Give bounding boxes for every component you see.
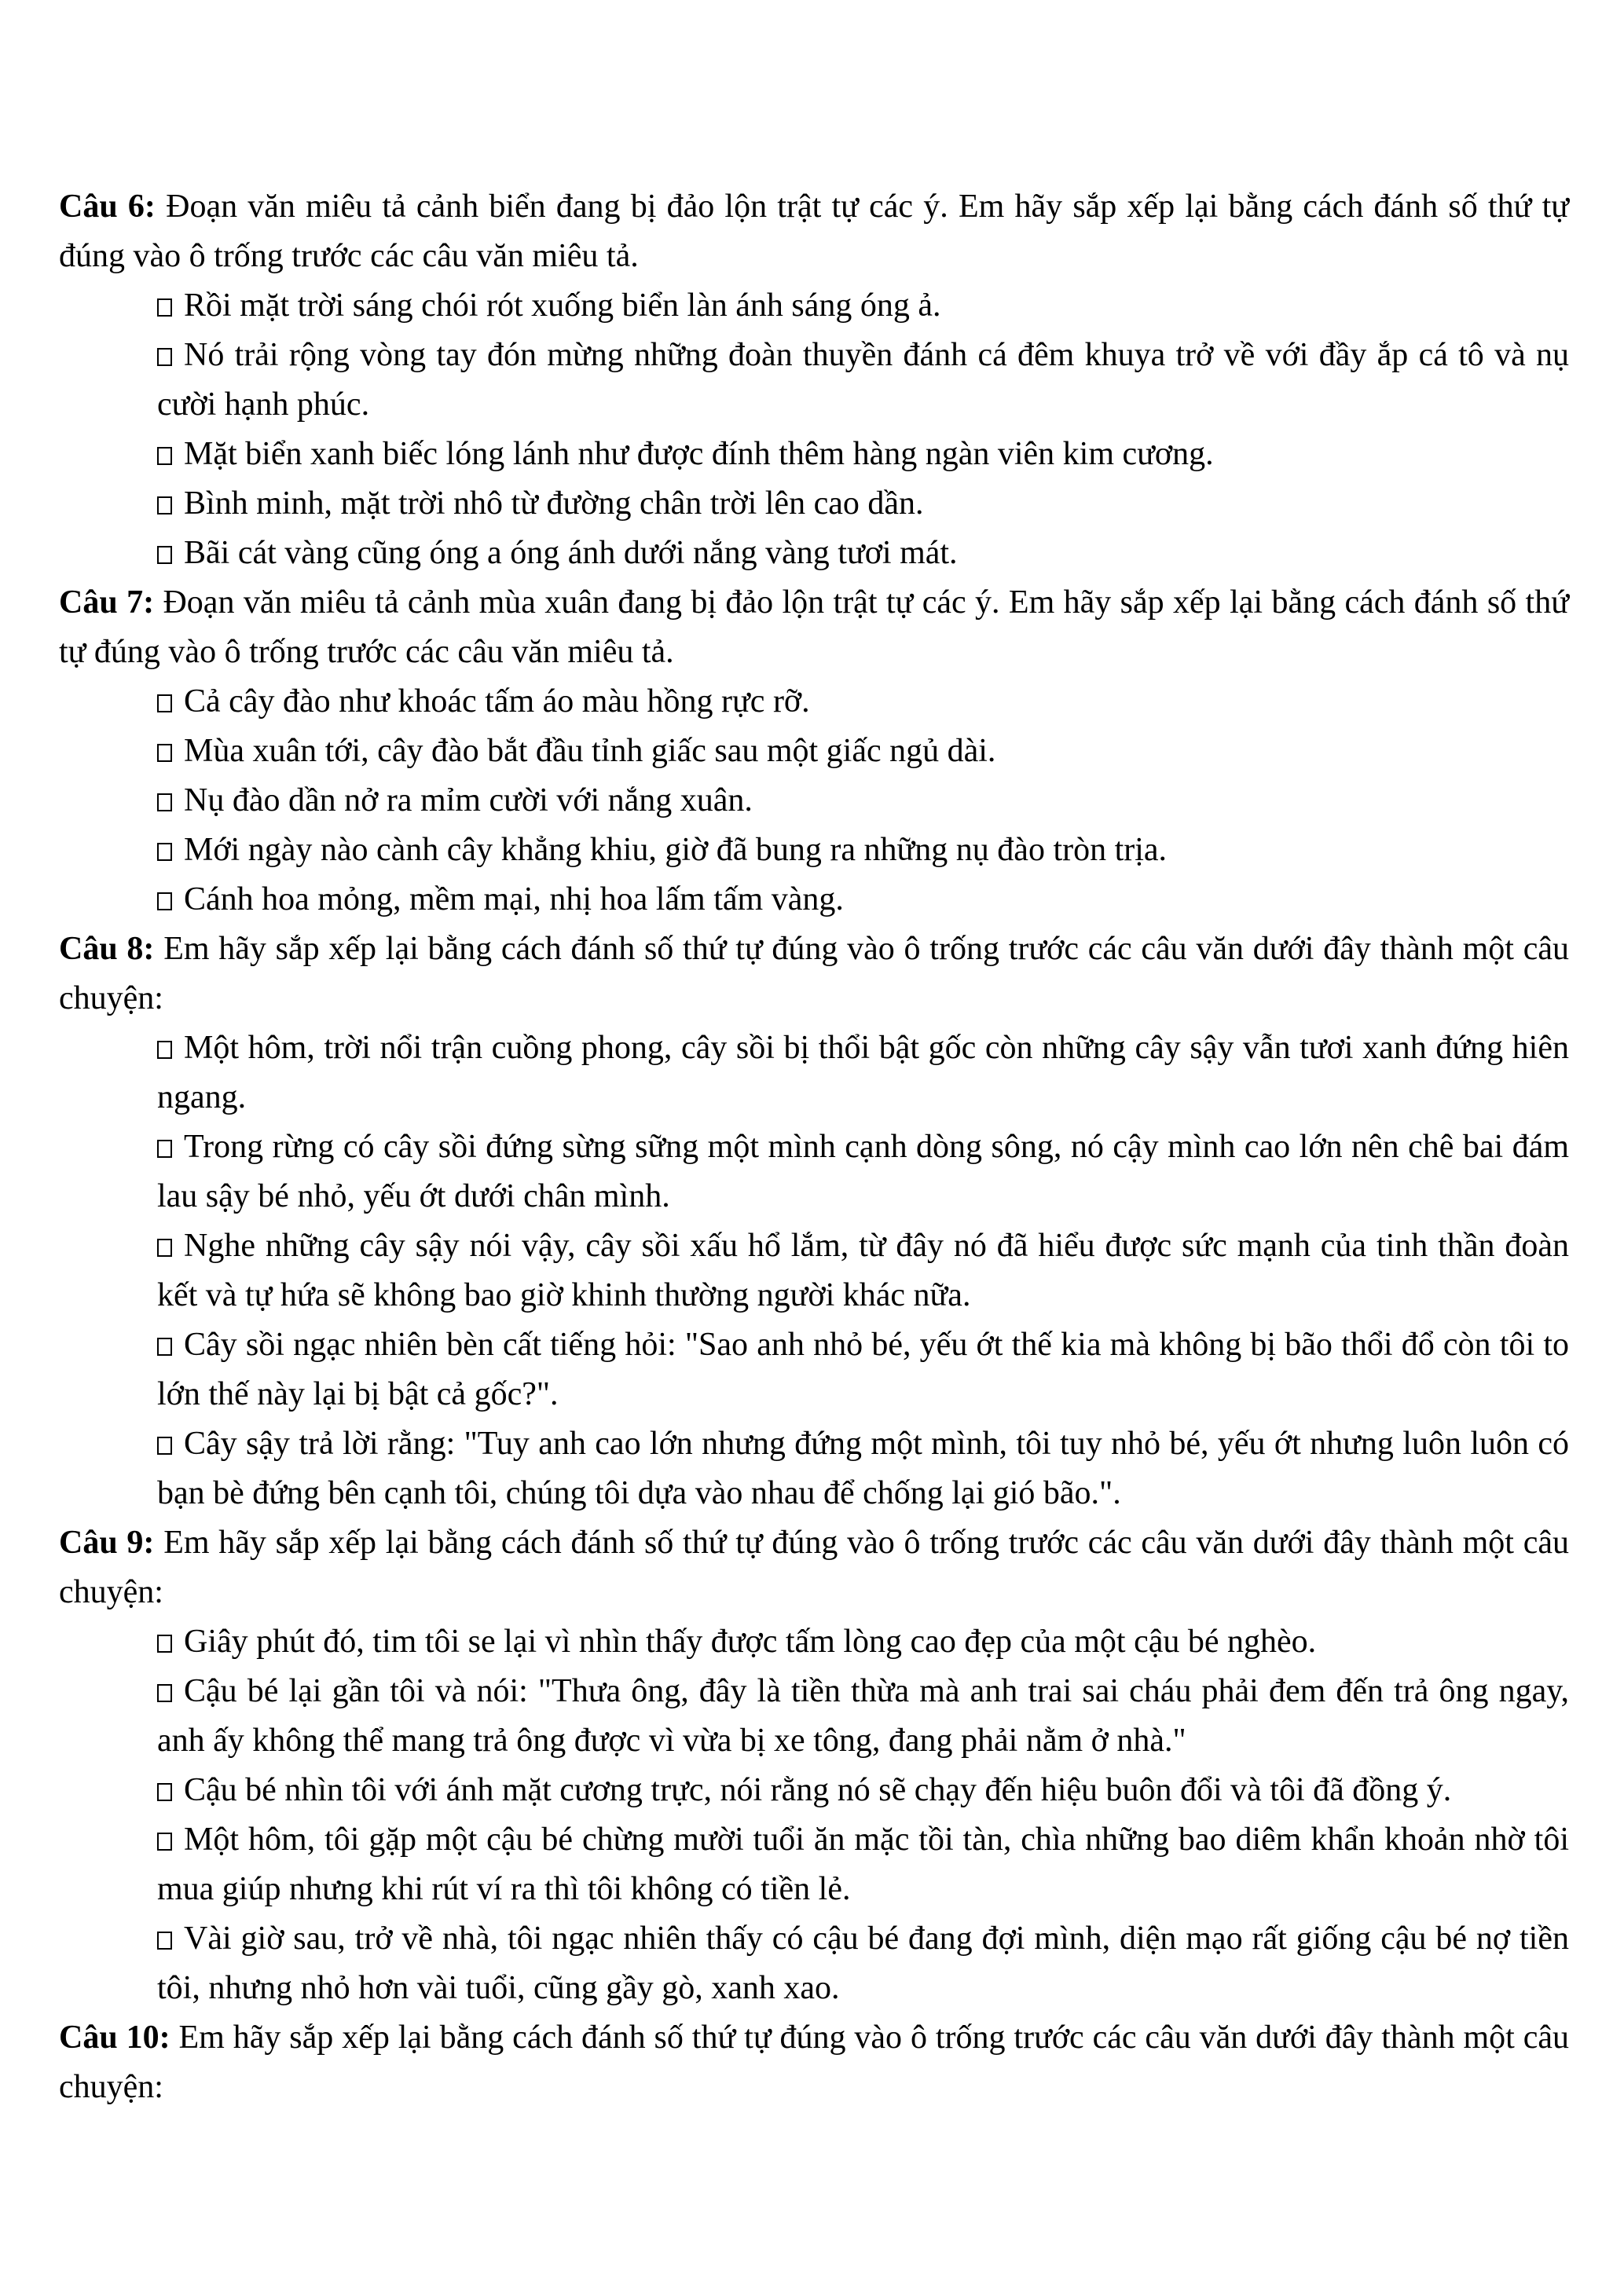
question-items: [59, 677, 1569, 925]
item-text: Nụ đào dần nở ra mỉm cười với nắng xuân.: [184, 782, 753, 818]
empty-checkbox-icon: [157, 744, 172, 762]
empty-checkbox-icon: [157, 1833, 172, 1851]
question-intro-text: Em hãy sắp xếp lại bằng cách đánh số thứ tự đúng vào ô trống trước các câu văn dưới đây thành một câu chuyện:: [59, 2020, 1570, 2105]
question-intro-text: Đoạn văn miêu tả cảnh biển đang bị đảo lộn trật tự các ý. Em hãy sắp xếp lại bằng cách đánh số thứ tự đúng vào ô trống trước các câu văn miêu tả.: [59, 189, 1570, 274]
item-text: Cây sậy trả lời rằng: "Tuy anh cao lớn nhưng đứng một mình, tôi tuy nhỏ bé, yếu ớt nhưng luôn luôn có bạn bè đứng bên cạnh tôi, chúng tôi dựa vào nhau để chống lại gió bão.".: [157, 1426, 1569, 1511]
empty-checkbox-icon: [157, 1437, 172, 1455]
empty-checkbox-icon: [157, 298, 172, 317]
item-text: Vài giờ sau, trở về nhà, tôi ngạc nhiên thấy có cậu bé đang đợi mình, diện mạo rất giống cậu bé nợ tiền tôi, nhưng nhỏ hơn vài tuổi, cũng gầy gò, xanh xao.: [157, 1921, 1569, 2006]
question-intro-line: [59, 578, 1569, 677]
empty-checkbox-icon: [157, 1932, 172, 1950]
list-item: [59, 1617, 1569, 1667]
question-intro-text: Đoạn văn miêu tả cảnh mùa xuân đang bị đảo lộn trật tự các ý. Em hãy sắp xếp lại bằng cách đánh số thứ tự đúng vào ô trống trước các câu văn miêu tả.: [59, 584, 1569, 670]
question-block: [59, 1518, 1569, 2013]
list-item: [59, 1023, 1569, 1122]
empty-checkbox-icon: [157, 1338, 172, 1356]
item-text: Cậu bé nhìn tôi với ánh mặt cương trực, nói rằng nó sẽ chạy đến hiệu buôn đổi và tôi đã đồng ý.: [184, 1772, 1452, 1808]
questions: [59, 182, 1569, 2112]
empty-checkbox-icon: [157, 1783, 172, 1801]
empty-checkbox-icon: [157, 496, 172, 514]
list-item: [59, 1766, 1569, 1815]
item-text: Giây phút đó, tim tôi se lại vì nhìn thấy được tấm lòng cao đẹp của một cậu bé nghèo.: [184, 1624, 1317, 1660]
list-item: [59, 1122, 1569, 1221]
empty-checkbox-icon: [157, 546, 172, 564]
empty-checkbox-icon: [157, 1635, 172, 1653]
empty-checkbox-icon: [157, 447, 172, 465]
empty-checkbox-icon: [157, 843, 172, 861]
question-intro-line: [59, 1518, 1569, 1617]
empty-checkbox-icon: [157, 348, 172, 366]
question-label: Câu 8:: [59, 931, 155, 967]
question-intro-text: Em hãy sắp xếp lại bằng cách đánh số thứ tự đúng vào ô trống trước các câu văn dưới đây thành một câu chuyện:: [59, 1525, 1570, 1610]
item-text: Rồi mặt trời sáng chói rót xuống biển làn ánh sáng óng ả.: [184, 287, 941, 324]
item-text: Mặt biển xanh biếc lóng lánh như được đính thêm hàng ngàn viên kim cương.: [184, 436, 1214, 472]
list-item: [59, 1221, 1569, 1320]
list-item: [59, 1419, 1569, 1518]
item-text: Cậu bé lại gần tôi và nói: "Thưa ông, đây là tiền thừa mà anh trai sai cháu phải đem đến trả ông ngay, anh ấy không thể mang trả ông được vì vừa bị xe tông, đang phải nằm ở nhà.": [157, 1673, 1569, 1759]
list-item: [59, 727, 1569, 776]
question-intro-text: Em hãy sắp xếp lại bằng cách đánh số thứ tự đúng vào ô trống trước các câu văn dưới đây thành một câu chuyện:: [59, 931, 1570, 1016]
empty-checkbox-icon: [157, 793, 172, 811]
question-items: [59, 1023, 1569, 1518]
empty-checkbox-icon: [157, 1140, 172, 1158]
list-item: [59, 281, 1569, 331]
list-item: [59, 875, 1569, 925]
question-block: [59, 578, 1569, 925]
item-text: Một hôm, tôi gặp một cậu bé chừng mười tuổi ăn mặc tồi tàn, chìa những bao diêm khẩn khoản nhờ tôi mua giúp nhưng khi rút ví ra thì tôi không có tiền lẻ.: [157, 1822, 1569, 1907]
list-item: [59, 1914, 1569, 2013]
question-items: [59, 1617, 1569, 2013]
list-item: [59, 677, 1569, 727]
item-text: Cây sồi ngạc nhiên bèn cất tiếng hỏi: "Sao anh nhỏ bé, yếu ớt thế kia mà không bị bão thổi đổ còn tôi to lớn thế này lại bị bật cả gốc?".: [157, 1327, 1569, 1412]
item-text: Cả cây đào như khoác tấm áo màu hồng rực rỡ.: [184, 683, 810, 720]
list-item: [59, 430, 1569, 479]
empty-checkbox-icon: [157, 1041, 172, 1059]
item-text: Nó trải rộng vòng tay đón mừng những đoàn thuyền đánh cá đêm khuya trở về với đầy ắp cá tô và nụ cười hạnh phúc.: [157, 337, 1569, 423]
list-item: [59, 776, 1569, 826]
list-item: [59, 331, 1569, 430]
list-item: [59, 529, 1569, 578]
item-text: Trong rừng có cây sồi đứng sừng sững một mình cạnh dòng sông, nó cậy mình cao lớn nên chê bai đám lau sậy bé nhỏ, yếu ớt dưới chân mình.: [157, 1129, 1569, 1214]
item-text: Mới ngày nào cành cây khẳng khiu, giờ đã bung ra những nụ đào tròn trịa.: [184, 832, 1168, 868]
item-text: Bãi cát vàng cũng óng a óng ánh dưới nắng vàng tươi mát.: [184, 535, 958, 571]
question-intro-line: [59, 2013, 1569, 2112]
item-text: Nghe những cây sậy nói vậy, cây sồi xấu hổ lắm, từ đây nó đã hiểu được sức mạnh của tinh thần đoàn kết và tự hứa sẽ không bao giờ khinh thường người khác nữa.: [157, 1228, 1569, 1313]
question-intro-line: [59, 925, 1569, 1023]
item-text: Cánh hoa mỏng, mềm mại, nhị hoa lấm tấm vàng.: [184, 881, 844, 917]
question-label: Câu 6:: [59, 189, 156, 225]
empty-checkbox-icon: [157, 1239, 172, 1257]
list-item: [59, 1815, 1569, 1914]
question-label: Câu 9:: [59, 1525, 155, 1561]
item-text: Bình minh, mặt trời nhô từ đường chân trời lên cao dần.: [184, 485, 924, 522]
question-block: [59, 925, 1569, 1518]
empty-checkbox-icon: [157, 1684, 172, 1702]
item-text: Mùa xuân tới, cây đào bắt đầu tỉnh giấc sau một giấc ngủ dài.: [184, 733, 996, 769]
empty-checkbox-icon: [157, 694, 172, 712]
list-item: [59, 826, 1569, 875]
question-intro-line: [59, 182, 1569, 281]
list-item: [59, 1320, 1569, 1419]
question-label: Câu 10:: [59, 2020, 170, 2056]
item-text: Một hôm, trời nổi trận cuồng phong, cây sồi bị thổi bật gốc còn những cây sậy vẫn tươi xanh đứng hiên ngang.: [157, 1030, 1569, 1115]
list-item: [59, 479, 1569, 529]
question-block: [59, 2013, 1569, 2112]
question-label: Câu 7:: [59, 584, 155, 621]
empty-checkbox-icon: [157, 892, 172, 910]
question-items: [59, 281, 1569, 578]
question-block: [59, 182, 1569, 578]
list-item: [59, 1667, 1569, 1766]
